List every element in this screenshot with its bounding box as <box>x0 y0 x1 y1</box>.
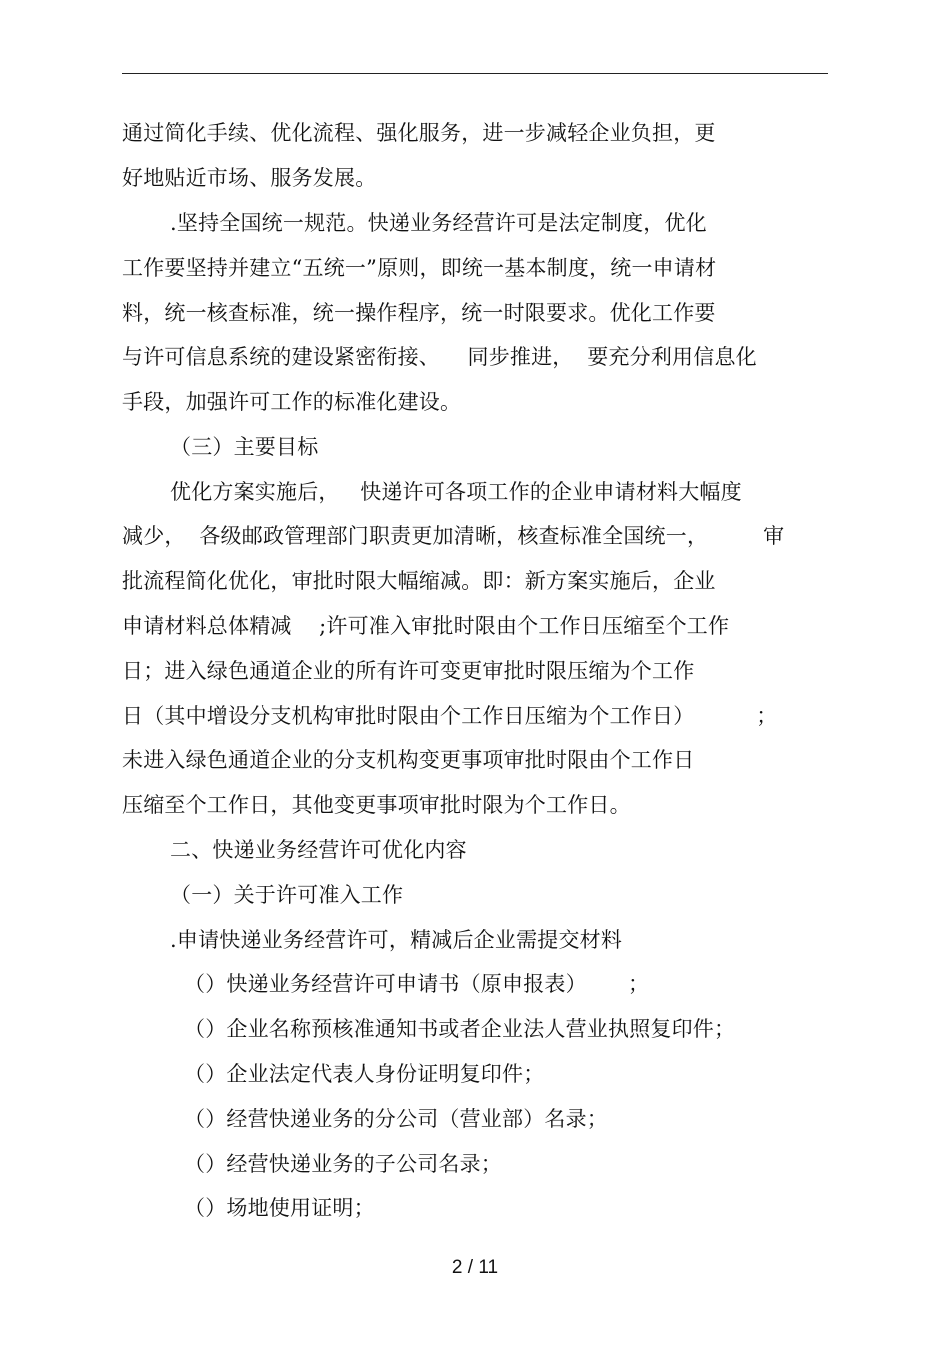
section-heading: 二、快递业务经营许可优化内容 <box>170 838 467 862</box>
text-line: 日（其中增设分支机构审批时限由个工作日压缩为个工作日） ； <box>122 704 778 728</box>
text-line: 优化方案实施后， 快递许可各项工作的企业申请材料大幅度 <box>170 480 742 504</box>
text-line: 批流程简化优化，审批时限大幅缩减。即：新方案实施后，企业 <box>122 569 716 593</box>
list-item: （）经营快递业务的分公司（营业部）名录； <box>184 1107 608 1131</box>
list-item: （）快递业务经营许可申请书（原申报表） ； <box>184 972 650 996</box>
header-rule <box>122 73 828 74</box>
text-line: 手段，加强许可工作的标准化建设。 <box>122 390 462 414</box>
text-line: 好地贴近市场、服务发展。 <box>122 166 377 190</box>
list-item: （）经营快递业务的子公司名录； <box>184 1152 502 1176</box>
text-line: .申请快递业务经营许可，精减后企业需提交材料 <box>170 928 623 952</box>
text-line: .坚持全国统一规范。快递业务经营许可是法定制度，优化 <box>170 211 707 235</box>
text-line: 料，统一核查标准，统一操作程序，统一时限要求。优化工作要 <box>122 301 716 325</box>
section-heading: （三）主要目标 <box>170 435 319 459</box>
page-indicator: 2 / 11 <box>451 1257 499 1278</box>
list-item: （）场地使用证明； <box>184 1196 375 1220</box>
text-line: 日；进入绿色通道企业的所有许可变更审批时限压缩为个工作 <box>122 659 695 683</box>
text-line: 与许可信息系统的建设紧密衔接、 同步推进， 要充分利用信息化 <box>122 345 757 369</box>
text-line: 减少， 各级邮政管理部门职责更加清晰，核查标准全国统一， 审 <box>122 524 785 548</box>
list-item: （）企业名称预核准通知书或者企业法人营业执照复印件； <box>184 1017 736 1041</box>
text-line: 申请材料总体精减 ;许可准入审批时限由个工作日压缩至个工作 <box>122 614 730 638</box>
text-line: 未进入绿色通道企业的分支机构变更事项审批时限由个工作日 <box>122 748 695 772</box>
list-item: （）企业法定代表人身份证明复印件； <box>184 1062 545 1086</box>
section-heading: （一）关于许可准入工作 <box>170 883 404 907</box>
text-line: 通过简化手续、优化流程、强化服务，进一步减轻企业负担，更 <box>122 121 716 145</box>
text-line: 工作要坚持并建立“五统一”原则，即统一基本制度，统一申请材 <box>122 256 717 280</box>
text-line: 压缩至个工作日，其他变更事项审批时限为个工作日。 <box>122 793 631 817</box>
